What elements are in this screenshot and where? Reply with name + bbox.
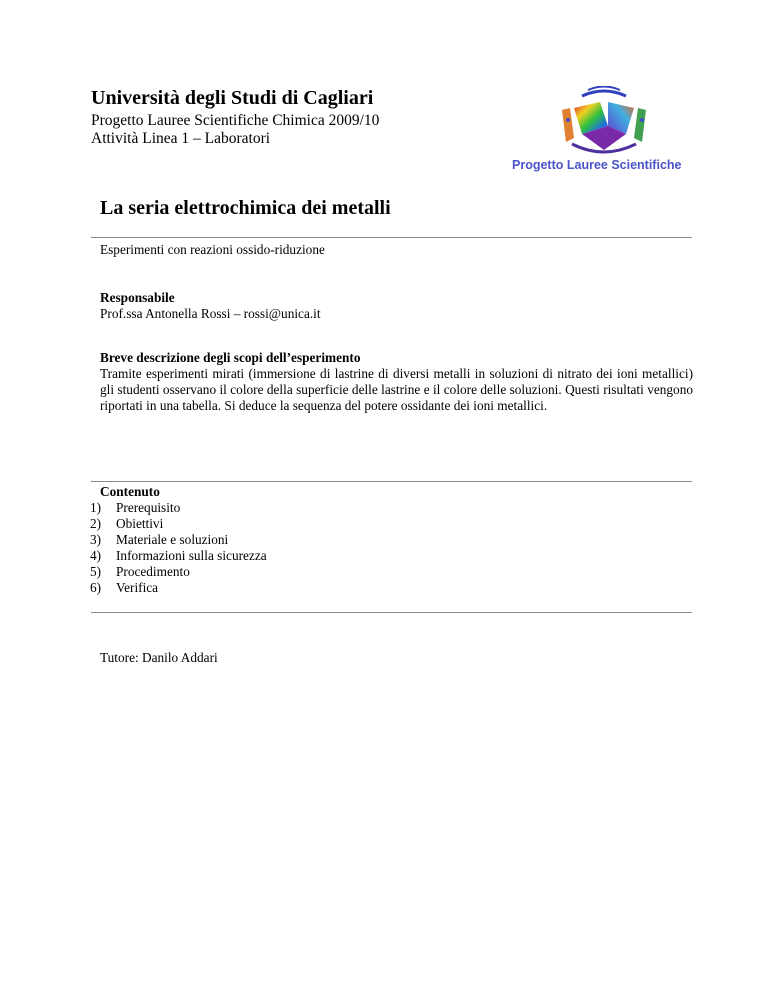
list-item-number: 2) — [90, 516, 102, 531]
list-item — [88, 548, 267, 564]
descrizione-heading: Breve descrizione degli scopi dell’esperimento — [100, 350, 361, 365]
list-item-number: 5) — [90, 564, 102, 579]
list-item — [88, 532, 267, 548]
pls-logo-icon — [508, 86, 703, 158]
list-item-label: Procedimento — [116, 564, 190, 579]
divider — [91, 481, 692, 482]
list-item-number: 4) — [90, 548, 102, 563]
list-item-number: 3) — [90, 532, 102, 547]
descrizione-body: Tramite esperimenti mirati (immersione di lastrine di diversi metalli in soluzioni di nitrato dei ioni metallici) gli studenti osservano il colore della superficie delle lastrine e il colore delle soluzioni. Questi risultati vengono riportati in una tabella. Si deduce la sequenza del potere ossidante dei ioni metallici. — [100, 366, 693, 413]
page-title: La seria elettrochimica dei metalli — [100, 197, 391, 219]
contenuto-list — [88, 500, 267, 596]
list-item — [88, 500, 267, 516]
pls-logo — [508, 86, 703, 178]
project-line: Progetto Lauree Scientifiche Chimica 2009/10 — [91, 112, 380, 129]
tutore: Tutore: Danilo Addari — [100, 650, 218, 665]
contenuto-heading: Contenuto — [100, 484, 160, 499]
list-item-label: Obiettivi — [116, 516, 164, 531]
logo-text: Progetto Lauree Scientifiche — [512, 158, 682, 172]
responsabile-heading: Responsabile — [100, 290, 175, 305]
divider — [91, 612, 692, 613]
subtitle: Esperimenti con reazioni ossido-riduzione — [100, 242, 325, 257]
list-item-label: Verifica — [116, 580, 159, 595]
list-item — [88, 564, 267, 580]
list-item-number: 1) — [90, 500, 102, 515]
list-item-number: 6) — [90, 580, 102, 595]
list-item — [88, 516, 267, 532]
divider — [91, 237, 692, 238]
university-name: Università degli Studi di Cagliari — [91, 87, 374, 109]
activity-line: Attività Linea 1 – Laboratori — [91, 130, 271, 147]
list-item — [88, 580, 267, 596]
list-item-label: Prerequisito — [116, 500, 181, 515]
list-item-label: Materiale e soluzioni — [116, 532, 229, 547]
list-item-label: Informazioni sulla sicurezza — [116, 548, 267, 563]
responsabile-name: Prof.ssa Antonella Rossi – rossi@unica.it — [100, 306, 321, 321]
